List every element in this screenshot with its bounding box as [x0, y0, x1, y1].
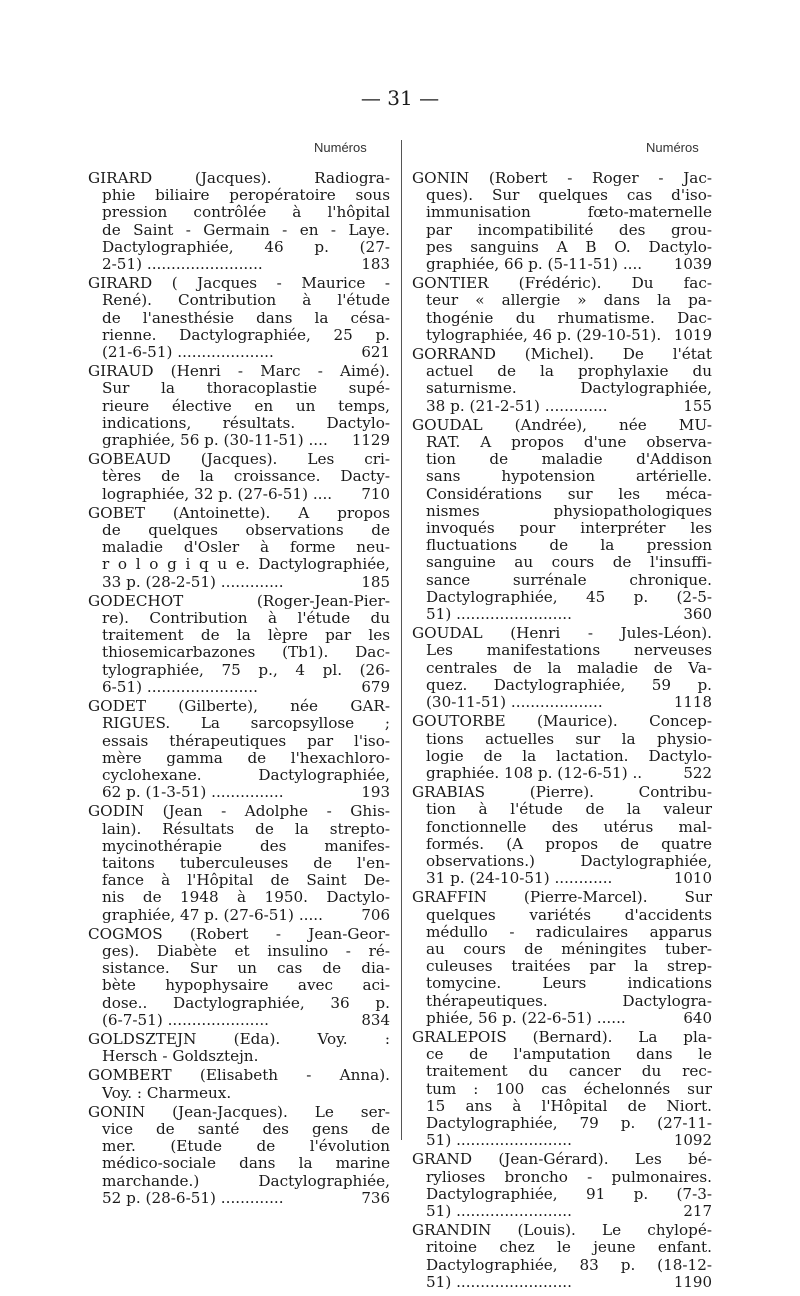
entry-line: quez. Dactylographiée, 59 p.	[426, 675, 712, 694]
entry-line: COGMOS (Robert - Jean-Geor-	[88, 924, 390, 943]
catalog-entry	[88, 698, 390, 801]
entry-line: GRAFFIN (Pierre-Marcel). Sur	[412, 888, 712, 907]
entry-line: bète hypophysaire avec aci-	[102, 976, 390, 995]
catalog-entry	[88, 363, 390, 449]
entry-line: thogénie du rhumatisme. Dac-	[426, 308, 712, 327]
entry-line: fance à l'Hôpital de Saint De-	[102, 871, 390, 890]
entry-number: 1092	[673, 1131, 712, 1150]
entry-line: phiée, 56 p. (22-6-51) ......	[426, 1008, 626, 1027]
entry-line: culeuses traitées par la strep-	[426, 957, 712, 976]
entry-line: tion de maladie d'Addison	[426, 450, 712, 469]
entry-line: Dactylographiée, 45 p. (2-5-	[426, 587, 712, 606]
entry-line: Voy. : Charmeux.	[102, 1083, 232, 1102]
catalog-entry	[88, 926, 390, 1029]
entry-line: cyclohexane. Dactylographiée,	[102, 765, 390, 784]
entry-line: maladie d'Osler à forme neu-	[102, 538, 390, 557]
catalog-entry	[412, 1222, 712, 1291]
entry-number: 193	[361, 783, 390, 802]
catalog-entry	[88, 803, 390, 923]
entry-line: tions actuelles sur la physio-	[426, 729, 712, 748]
entry-line: 38 p. (21-2-51) .............	[426, 396, 608, 415]
entry-line: GODECHOT (Roger-Jean-Pier-	[88, 591, 390, 610]
right-entries	[412, 170, 712, 1293]
catalog-entry	[412, 417, 712, 623]
entry-line: mycinothérapie des manifes-	[102, 836, 390, 855]
entry-line: GONIN (Jean-Jacques). Le ser-	[88, 1102, 390, 1121]
entry-line: 51) ........................	[426, 1272, 572, 1291]
entry-line: tères de la croissance. Dacty-	[102, 467, 390, 486]
catalog-entry	[412, 346, 712, 415]
catalog-entry	[412, 1029, 712, 1149]
entry-line: GONTIER (Frédéric). Du fac-	[412, 274, 712, 293]
entry-line: (6-7-51) .....................	[102, 1010, 269, 1029]
column-divider	[401, 140, 402, 1140]
entry-line: Dactylographiée, 79 p. (27-11-	[426, 1113, 712, 1132]
column-header-left: Numéros	[314, 140, 367, 155]
entry-line: Considérations sur les méca-	[426, 484, 712, 503]
entry-number: 217	[683, 1201, 712, 1220]
entry-line: graphiée, 56 p. (30-11-51) ....	[102, 431, 328, 450]
entry-line: GRANDIN (Louis). Le chylopé-	[412, 1221, 712, 1240]
entry-number: 1019	[673, 325, 712, 344]
entry-line: sistance. Sur un cas de dia-	[102, 959, 390, 978]
entry-line: invoqués pour interpréter les	[426, 519, 712, 538]
catalog-entry	[412, 170, 712, 273]
entry-line: fluctuations de la pression	[426, 536, 712, 555]
catalog-entry	[88, 593, 390, 696]
entry-number: 834	[361, 1010, 390, 1029]
catalog-entry	[412, 784, 712, 887]
entry-line: (21-6-51) ....................	[102, 343, 274, 362]
entry-number: 1129	[351, 431, 390, 450]
entry-line: actuel de la prophylaxie du	[426, 362, 712, 381]
entry-line: immunisation fœto-maternelle	[426, 203, 712, 222]
entry-number: 360	[683, 605, 712, 624]
entry-line: Dactylographiée, 46 p. (27-	[102, 237, 390, 256]
entry-line: pression contrôlée à l'hôpital	[102, 203, 390, 222]
entry-line: traitement de la lèpre par les	[102, 626, 390, 645]
catalog-entry	[88, 451, 390, 503]
entry-line: sance surrénale chronique.	[426, 570, 712, 589]
entry-line: GOUDAL (Henri - Jules-Léon).	[412, 624, 712, 643]
entry-line: tum : 100 cas échelonnés sur	[426, 1079, 712, 1098]
catalog-entry	[412, 713, 712, 782]
entry-line: saturnisme. Dactylographiée,	[426, 379, 712, 398]
entry-line: indications, résultats. Dactylo-	[102, 413, 390, 432]
entry-line: tylographiée, 46 p. (29-10-51).	[426, 325, 662, 344]
catalog-entry	[412, 625, 712, 711]
entry-number: 185	[361, 572, 390, 591]
entry-line: mer. (Etude de l'évolution	[102, 1137, 390, 1156]
entry-line: Dactylographiée, 91 p. (7-3-	[426, 1184, 712, 1203]
page-number: — 31 —	[360, 86, 440, 110]
entry-number: 679	[361, 677, 390, 696]
catalog-entry	[88, 170, 390, 273]
entry-line: observations.) Dactylographiée,	[426, 851, 712, 870]
entry-line: tomycine. Leurs indications	[426, 974, 712, 993]
entry-line: rienne. Dactylographiée, 25 p.	[102, 325, 390, 344]
entry-line: tylographiée, 75 p., 4 pl. (26-	[102, 660, 390, 679]
entry-line: mère gamma de l'hexachloro-	[102, 748, 390, 767]
entry-line: médullo - radiculaires apparus	[426, 922, 712, 941]
entry-line: lain). Résultats de la strepto-	[102, 819, 390, 838]
entry-line: (30-11-51) ...................	[426, 693, 603, 712]
entry-line: teur « allergie » dans la pa-	[426, 291, 712, 310]
entry-line: taitons tuberculeuses de l'en-	[102, 853, 390, 872]
entry-line: ritoine chez le jeune enfant.	[426, 1238, 712, 1257]
entry-line: GRABIAS (Pierre). Contribu-	[412, 783, 712, 802]
entry-line: 15 ans à l'Hôpital de Niort.	[426, 1096, 712, 1115]
entry-line: 51) ........................	[426, 605, 572, 624]
catalog-entry	[88, 1031, 390, 1065]
entry-line: Hersch - Goldsztejn.	[102, 1047, 259, 1066]
entry-line: 51) ........................	[426, 1201, 572, 1220]
entry-line: fonctionnelle des utérus mal-	[426, 817, 712, 836]
entry-line: sans hypotension artérielle.	[426, 467, 712, 486]
entry-line: GIRAUD (Henri - Marc - Aimé).	[88, 362, 390, 381]
entry-line: nismes physiopathologiques	[426, 501, 712, 520]
entry-line: formés. (A propos de quatre	[426, 834, 712, 853]
catalog-entry	[88, 275, 390, 361]
entry-line: GIRARD ( Jacques - Maurice -	[88, 274, 390, 293]
entry-line: rylioses broncho - pulmonaires.	[426, 1167, 712, 1186]
entry-line: thérapeutiques. Dactylogra-	[426, 991, 712, 1010]
entry-number: 1118	[673, 693, 712, 712]
catalog-entry	[88, 1104, 390, 1207]
entry-number: 1010	[673, 869, 712, 888]
entry-line: GONIN (Robert - Roger - Jac-	[412, 169, 712, 187]
entry-line: traitement du cancer du rec-	[426, 1062, 712, 1081]
entry-line: de Saint - Germain - en - Laye.	[102, 220, 390, 239]
entry-line: pes sanguins A B O. Dactylo-	[426, 237, 712, 256]
entry-line: Dactylographiée, 83 p. (18-12-	[426, 1255, 712, 1274]
entry-number: 1190	[673, 1272, 712, 1291]
entry-line: graphiée, 47 p. (27-6-51) .....	[102, 905, 323, 924]
entry-line: rieure élective en un temps,	[102, 396, 390, 415]
entry-line: centrales de la maladie de Va-	[426, 658, 712, 677]
entry-line: GOUDAL (Andrée), née MU-	[412, 415, 712, 434]
entry-line: nis de 1948 à 1950. Dactylo-	[102, 888, 390, 907]
entry-line: GOMBERT (Elisabeth - Anna).	[88, 1066, 390, 1085]
entry-line: au cours de méningites tuber-	[426, 939, 712, 958]
column-header-right: Numéros	[646, 140, 699, 155]
entry-line: 52 p. (28-6-51) .............	[102, 1188, 284, 1207]
entry-line: phie biliaire peropératoire sous	[102, 186, 390, 205]
entry-line: GRALEPOIS (Bernard). La pla-	[412, 1027, 712, 1046]
entry-number: 706	[361, 905, 390, 924]
entry-line: René). Contribution à l'étude	[102, 291, 390, 310]
entry-line: RAT. A propos d'une observa-	[426, 433, 712, 452]
entry-line: Les manifestations nerveuses	[426, 641, 712, 660]
entry-line: ce de l'amputation dans le	[426, 1045, 712, 1064]
entry-line: de l'anesthésie dans la césa-	[102, 308, 390, 327]
entry-line: ges). Diabète et insulino - ré-	[102, 941, 390, 960]
catalog-entry	[88, 505, 390, 591]
left-entries	[88, 170, 390, 1209]
entry-line: GOBEAUD (Jacques). Les cri-	[88, 450, 390, 469]
entry-line: logie de la lactation. Dactylo-	[426, 746, 712, 765]
catalog-entry	[88, 1067, 390, 1101]
entry-line: 51) ........................	[426, 1131, 572, 1150]
entry-line: lographiée, 32 p. (27-6-51) ....	[102, 484, 333, 503]
entry-line: 2-51) ........................	[102, 255, 263, 274]
entry-line: 62 p. (1-3-51) ...............	[102, 783, 284, 802]
entry-line: GRAND (Jean-Gérard). Les bé-	[412, 1150, 712, 1169]
entry-line: GOLDSZTEJN (Eda). Voy. :	[88, 1029, 390, 1048]
entry-line: dose.. Dactylographiée, 36 p.	[102, 993, 390, 1012]
entry-line: sanguine au cours de l'insuffi-	[426, 553, 712, 572]
entry-number: 155	[683, 396, 712, 415]
entry-number: 1039	[673, 255, 712, 274]
entry-line: GIRARD (Jacques). Radiogra-	[88, 169, 390, 187]
entry-line: tion à l'étude de la valeur	[426, 800, 712, 819]
entry-number: 621	[361, 343, 390, 362]
entry-line: GOBET (Antoinette). A propos	[88, 503, 390, 522]
entry-line: GORRAND (Michel). De l'état	[412, 345, 712, 364]
entry-line: 6-51) .......................	[102, 677, 258, 696]
entry-line: Sur la thoracoplastie supé-	[102, 379, 390, 398]
entry-line: de quelques observations de	[102, 521, 390, 540]
entry-line: ques). Sur quelques cas d'iso-	[426, 186, 712, 205]
entry-line: graphiée, 66 p. (5-11-51) ....	[426, 255, 643, 274]
entry-line: thiosemicarbazones (Tb1). Dac-	[102, 643, 390, 662]
entry-line: 31 p. (24-10-51) ............	[426, 869, 613, 888]
catalog-entry	[412, 1151, 712, 1220]
entry-number: 736	[361, 1188, 390, 1207]
entry-line: GODIN (Jean - Adolphe - Ghis-	[88, 802, 390, 821]
entry-number: 640	[683, 1008, 712, 1027]
entry-line: 33 p. (28-2-51) .............	[102, 572, 284, 591]
entry-line: RIGUES. La sarcopsyllose ;	[102, 714, 390, 733]
entry-line: quelques variétés d'accidents	[426, 905, 712, 924]
entry-number: 522	[683, 763, 712, 782]
entry-line: par incompatibilité des grou-	[426, 220, 712, 239]
entry-line: graphiée. 108 p. (12-6-51) ..	[426, 763, 643, 782]
entry-line: essais thérapeutiques par l'iso-	[102, 731, 390, 750]
entry-line: GOUTORBE (Maurice). Concep-	[412, 712, 712, 731]
entry-line: re). Contribution à l'étude du	[102, 609, 390, 628]
entry-line: marchande.) Dactylographiée,	[102, 1171, 390, 1190]
entry-line: GODET (Gilberte), née GAR-	[88, 697, 390, 716]
entry-number: 710	[361, 484, 390, 503]
catalog-entry	[412, 889, 712, 1027]
entry-line: vice de santé des gens de	[102, 1119, 390, 1138]
catalog-entry	[412, 275, 712, 344]
entry-line: r o l o g i q u e. Dactylographiée,	[102, 555, 390, 574]
entry-line: médico-sociale dans la marine	[102, 1154, 390, 1173]
entry-number: 183	[361, 255, 390, 274]
